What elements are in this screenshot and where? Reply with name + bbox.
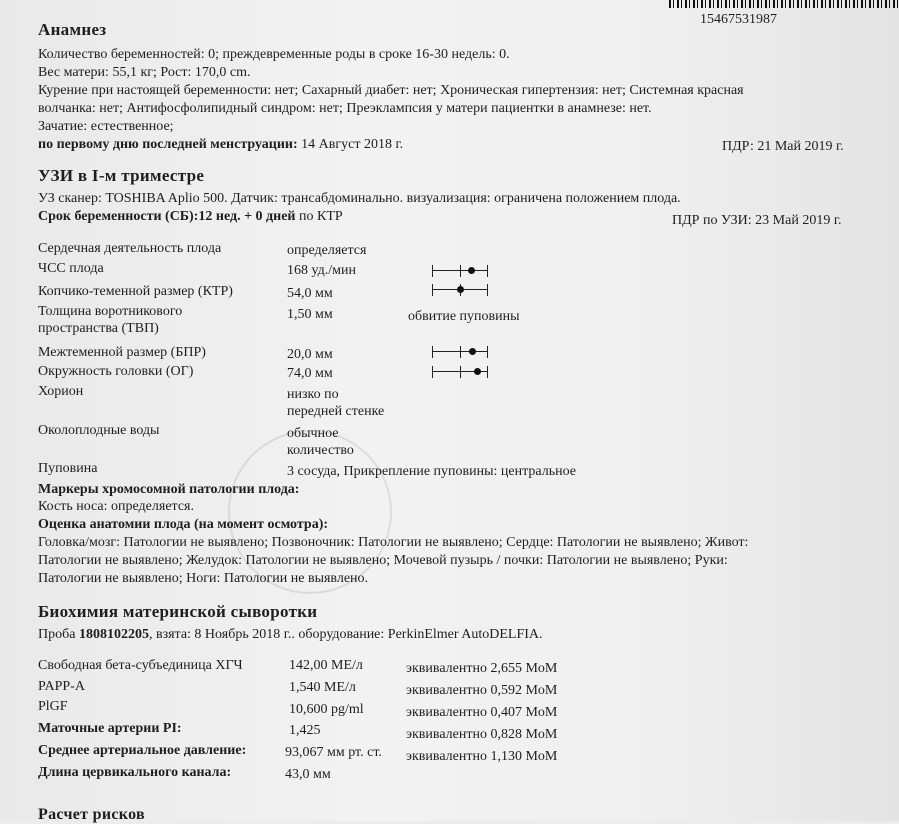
markers-title: Маркеры хромосомной патологии плода: xyxy=(38,482,300,497)
us-row-label: Хорион xyxy=(38,384,84,399)
biochem-title: Биохимия материнской сыворотки xyxy=(38,602,318,621)
anamnesis-line: волчанка: нет; Антифосфолипидный синдром: нет; Преэклампсия у матери пациентки в анамнезе: нет. xyxy=(38,101,652,116)
sample-id: 1808102205 xyxy=(78,627,149,642)
anamnesis-title: Анамнез xyxy=(38,20,107,39)
us-row-label: Окружность головки (ОГ) xyxy=(38,364,194,379)
bpd-scale xyxy=(432,345,488,359)
us-row-label: Сердечная деятельность плода xyxy=(38,241,222,256)
anatomy-title: Оценка анатомии плода (на момент осмотра): xyxy=(38,517,329,532)
anatomy-line: Патологии не выявлено; Желудок: Патологии не выявлено; Мочевой пузырь / почки: Патологии не выявлено; Руки: xyxy=(38,553,728,568)
us-row-label: ЧСС плода xyxy=(38,261,104,276)
bio-mom: эквивалентно 2,655 MoM xyxy=(406,661,558,676)
us-row-label: Межтеменной размер (БПР) xyxy=(38,345,206,360)
sample-rest: , взята: 8 Ноябрь 2018 г.. оборудование: PerkinElmer AutoDELFIA. xyxy=(148,627,543,642)
us-row-label: Копчико-теменной размер (КТР) xyxy=(38,284,233,299)
risks-title: Расчет рисков xyxy=(38,806,145,823)
bio-label: Маточные артерии PI: xyxy=(38,721,182,736)
bio-label: Свободная бета-субъединица ХГЧ xyxy=(38,658,243,673)
ga-line xyxy=(38,208,343,226)
bio-value: 142,00 МЕ/л xyxy=(289,658,363,673)
bio-value: 43,0 мм xyxy=(285,767,331,782)
hr-scale-marker xyxy=(468,267,475,274)
lmp-value: 14 Август 2018 г. xyxy=(301,137,404,152)
bio-label: PlGF xyxy=(38,699,68,714)
bio-label: PAPP-A xyxy=(38,679,85,694)
us-row-value: 54,0 мм xyxy=(287,286,333,301)
barcode xyxy=(669,0,899,8)
hc-scale xyxy=(432,365,488,379)
us-row-value: 1,50 мм xyxy=(287,307,333,322)
pdr-line xyxy=(722,138,844,156)
crl-scale-marker xyxy=(457,286,464,293)
pdr-value: 21 Май 2019 г. xyxy=(757,139,844,154)
us-row-value: 20,0 мм xyxy=(287,347,333,362)
anamnesis-line: Курение при настоящей беременности: нет; Сахарный диабет: нет; Хроническая гипертензия: нет; Системная красная xyxy=(38,83,744,98)
ga-label: Срок беременности (СБ): xyxy=(38,209,199,224)
sample-line xyxy=(38,626,543,644)
bio-value: 93,067 мм рт. ст. xyxy=(285,745,382,760)
us-row-value: 3 сосуда, Прикрепление пуповины: центральное xyxy=(287,464,577,479)
nasal-bone: Кость носа: определяется. xyxy=(38,499,194,514)
bio-mom: эквивалентно 1,130 MoM xyxy=(406,749,558,764)
lmp-line xyxy=(38,136,403,154)
anatomy-line: Головка/мозг: Патологии не выявлено; Позвоночник: Патологии не выявлено; Сердце: Патологии не выявлено; Живот: xyxy=(38,535,749,550)
ga-by: по КТР xyxy=(295,209,343,224)
us-row-value: обычное xyxy=(287,426,339,441)
anamnesis-line: Количество беременностей: 0; преждевременные роды в сроке 16-30 недель: 0. xyxy=(38,47,510,62)
crl-scale xyxy=(432,283,488,297)
scanner-line: УЗ сканер: TOSHIBA Aplio 500. Датчик: трансабдоминально. визуализация: ограничена положением плода. xyxy=(38,191,681,206)
bio-label: Среднее артериальное давление: xyxy=(38,743,247,758)
ga-value: 12 нед. + 0 дней xyxy=(198,209,296,224)
lmp-label: по первому дню последней менструации: xyxy=(38,137,298,152)
us-row-label-cont: пространства (ТВП) xyxy=(38,321,159,336)
bio-label: Длина цервикального канала: xyxy=(38,765,232,780)
us-row-value: 168 уд./мин xyxy=(287,263,356,278)
anamnesis-line: Зачатие: естественное; xyxy=(38,119,174,134)
bio-value: 10,600 pg/ml xyxy=(289,702,364,717)
us-row-label: Толщина воротникового xyxy=(38,304,183,319)
anatomy-line: Патологии не выявлено; Ноги: Патологии не выявлено. xyxy=(38,571,369,586)
bio-mom: эквивалентно 0,407 MoM xyxy=(406,705,558,720)
bio-mom: эквивалентно 0,592 MoM xyxy=(406,683,558,698)
us-row-value-cont: передней стенке xyxy=(287,404,385,419)
pdr-us: ПДР по УЗИ: 23 Май 2019 г. xyxy=(672,213,842,228)
us-row-value: низко по xyxy=(287,387,339,402)
nt-note: обвитие пуповины xyxy=(408,309,520,324)
anamnesis-line: Вес матери: 55,1 кг; Рост: 170,0 cm. xyxy=(38,65,251,80)
document-number: 15467531987 xyxy=(700,12,777,27)
bio-value: 1,425 xyxy=(289,723,321,738)
sample-prefix: Проба xyxy=(38,627,79,642)
pdr-label: ПДР: xyxy=(722,139,754,154)
us-row-value: определяется xyxy=(287,243,367,258)
hc-scale-marker xyxy=(474,368,481,375)
us-row-label: Околоплодные воды xyxy=(38,423,160,438)
us-row-label: Пуповина xyxy=(38,461,98,476)
bio-mom: эквивалентно 0,828 MoM xyxy=(406,727,558,742)
us-row-value-cont: количество xyxy=(287,443,354,458)
hr-scale xyxy=(432,264,488,278)
bpd-scale-marker xyxy=(469,348,476,355)
bio-value: 1,540 МЕ/л xyxy=(289,680,356,695)
us-row-value: 74,0 мм xyxy=(287,366,333,381)
ultrasound-title: УЗИ в I-м триместре xyxy=(38,166,205,185)
